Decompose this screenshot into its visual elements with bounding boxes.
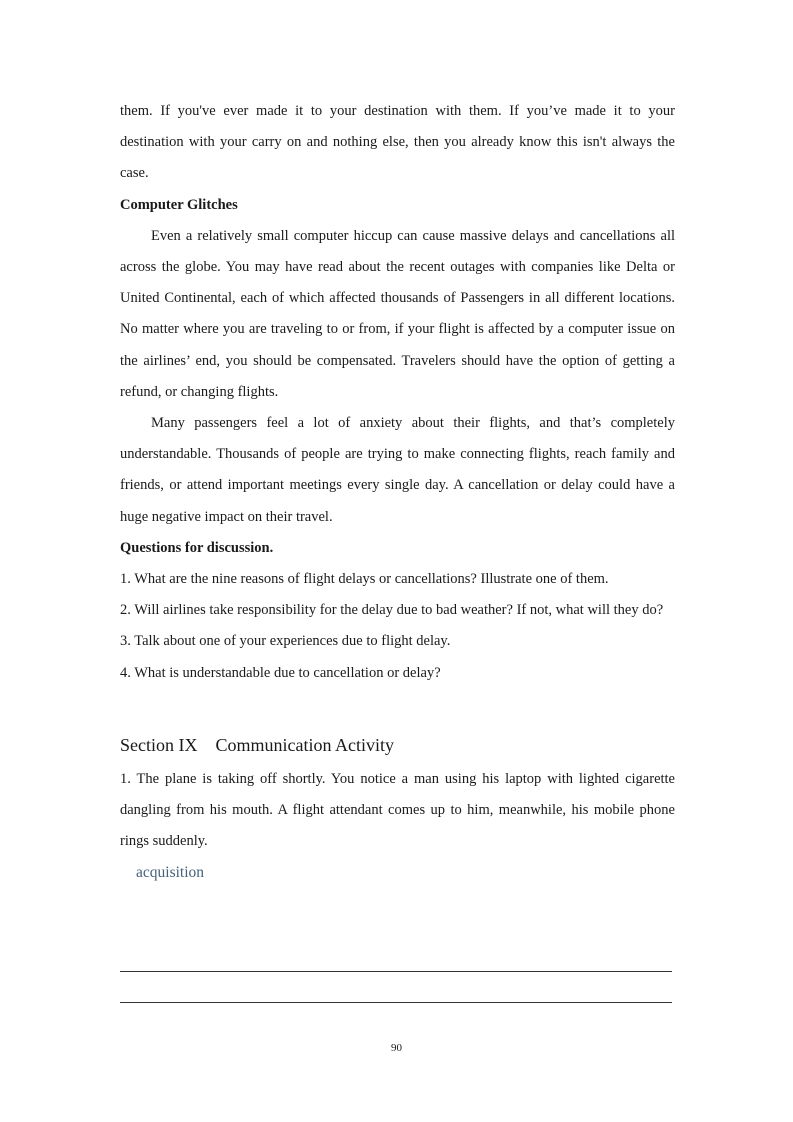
list-item: 4. What is understandable due to cancellation or delay? [120, 664, 441, 681]
page-content [120, 96, 675, 889]
list-item: 2. Will airlines take responsibility for the delay due to bad weather? If not, what will they do? [120, 602, 664, 619]
section-heading [120, 730, 675, 761]
paragraph-continuation: them. If you've ever made it to your destination with them. If you’ve made it to your destination with your carry on and nothing else, then you already know this isn't always the case. [120, 103, 675, 182]
paragraph-computer-glitches: Even a relatively small computer hiccup can cause massive delays and cancellations all across the globe. You may have read about the recent outages with companies like Delta or United Continental, each of which affected thousands of Passengers in all different locations. No matter where you are traveling to or from, if your flight is affected by a computer issue on the airlines’ end, you should be compensated. Travelers should have the option of getting a refund, or changing flights. [120, 227, 675, 400]
section-title: Communication Activity [215, 734, 394, 755]
paragraph-passenger-anxiety: Many passengers feel a lot of anxiety about their flights, and that’s completely understandable. Thousands of people are trying to make connecting flights, reach family and friends, or attend important meetings every single day. A cancellation or delay could have a huge negative impact on their travel. [120, 415, 675, 525]
activity-prompt: 1. The plane is taking off shortly. You notice a man using his laptop with lighted cigarette dangling from his mouth. A flight attendant comes up to him, meanwhile, his mobile phone rings suddenly. [120, 770, 675, 850]
handwritten-note: acquisition [136, 864, 205, 882]
answer-line [120, 1002, 672, 1003]
page-number: 90 [391, 1042, 402, 1054]
question-list [120, 564, 675, 689]
section-number: Section IX [120, 734, 198, 755]
list-item: 1. What are the nine reasons of flight delays or cancellations? Illustrate one of them. [120, 571, 609, 588]
answer-line [120, 971, 672, 972]
list-item: 3. Talk about one of your experiences due to flight delay. [120, 633, 451, 650]
heading-questions: Questions for discussion. [120, 539, 274, 556]
heading-computer-glitches: Computer Glitches [120, 196, 238, 213]
